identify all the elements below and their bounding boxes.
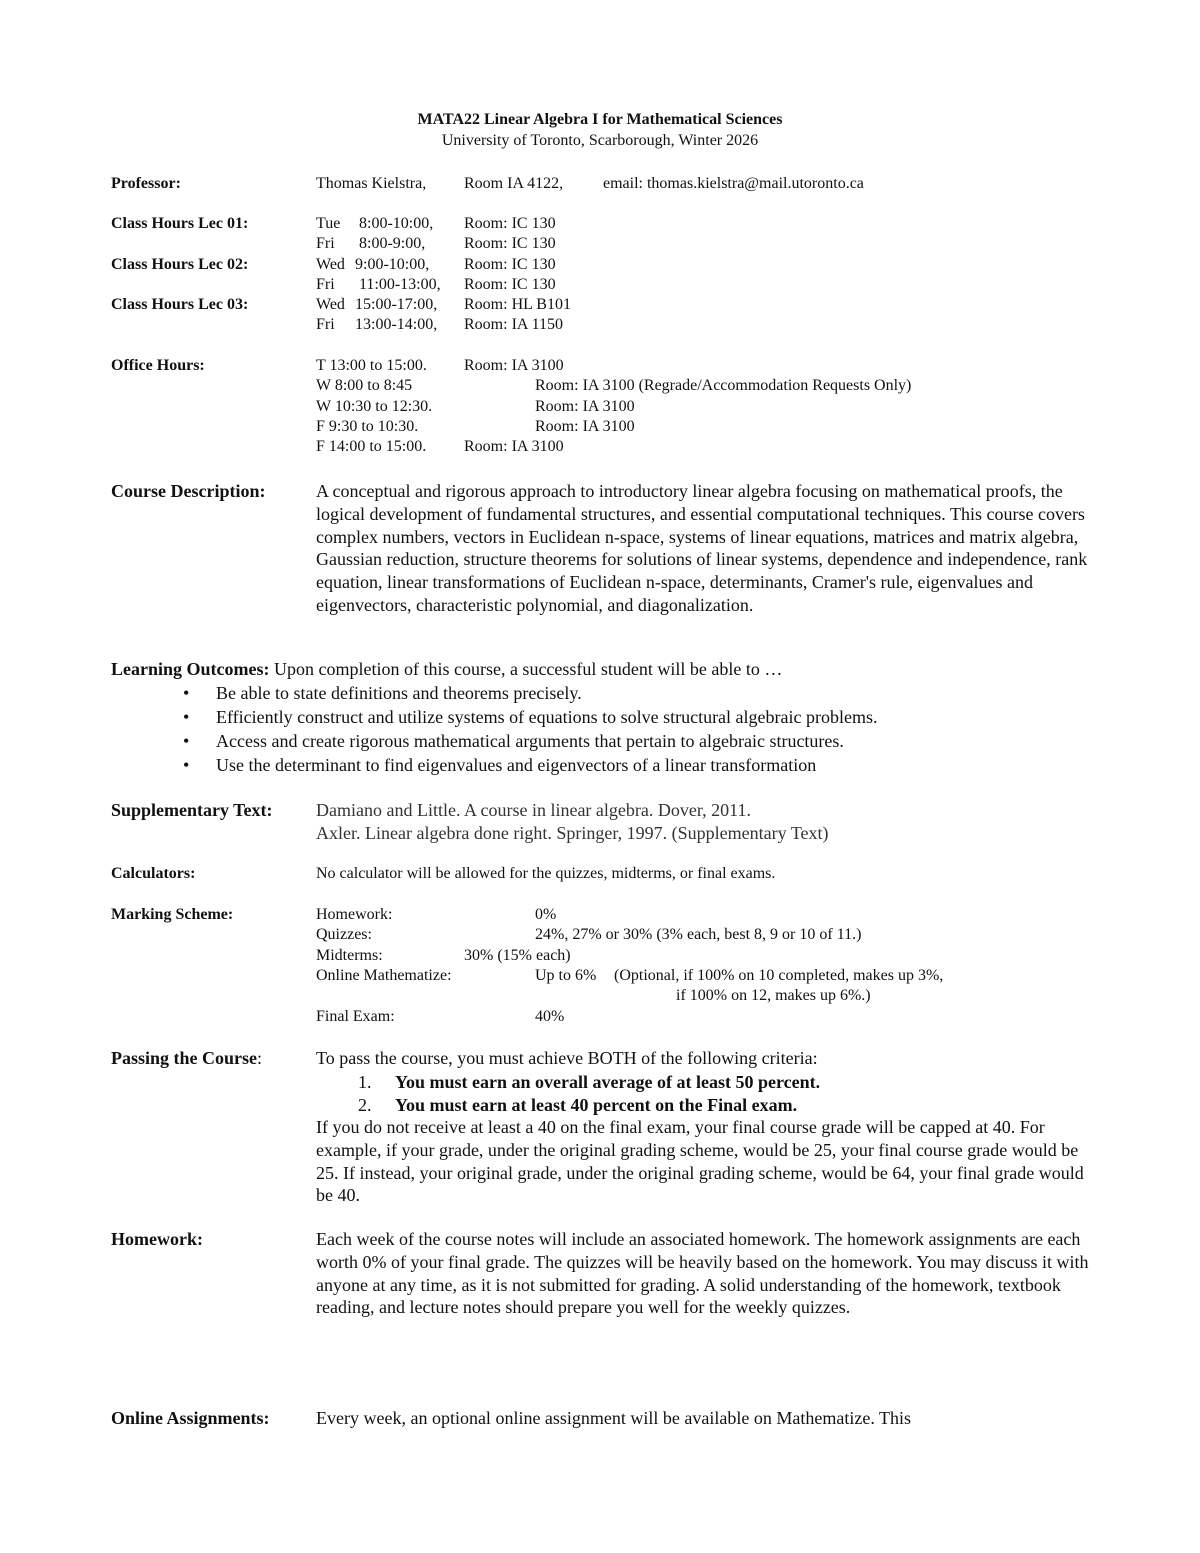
lec03-day-1: Wed [316, 296, 345, 313]
lec02-time-2: 11:00-13:00, [359, 276, 441, 293]
marking-homework-name: Homework: [316, 906, 393, 923]
office-hours-time-4: F 9:30 to 10:30. [316, 418, 419, 435]
passing-label: Passing the Course [111, 1048, 258, 1068]
lec03-time-2: 13:00-14:00, [355, 316, 438, 333]
marking-online-value: Up to 6% [535, 967, 597, 984]
class-hours-lec03-label: Class Hours Lec 03: [111, 296, 249, 313]
professor-room: Room IA 4122, [464, 175, 564, 192]
learning-outcome-item: Access and create rigorous mathematical arguments that pertain to algebraic structures. [216, 731, 844, 751]
office-hours-time-2: W 8:00 to 8:45 [316, 377, 413, 394]
calculators-label: Calculators: [111, 865, 196, 882]
professor-name: Thomas Kielstra, [316, 175, 427, 192]
lec01-day-2: Fri [316, 235, 335, 252]
learning-outcomes-label: Learning Outcomes: [111, 659, 270, 679]
learning-outcomes-line [111, 659, 782, 680]
marking-scheme-label: Marking Scheme: [111, 906, 234, 923]
bullet-dot: • [183, 683, 190, 703]
professor-email: email: thomas.kielstra@mail.utoronto.ca [603, 175, 864, 192]
lec03-time-1: 15:00-17:00, [355, 296, 438, 313]
office-hours-room-3: Room: IA 3100 [535, 398, 635, 415]
learning-outcome-item: Efficiently construct and utilize systems of equations to solve structural algebraic problems. [216, 707, 878, 727]
supplementary-text-line-1: Damiano and Little. A course in linear algebra. Dover, 2011. [316, 800, 751, 820]
marking-final-value: 40% [535, 1008, 565, 1025]
marking-online-note-2: if 100% on 12, makes up 6%.) [676, 987, 871, 1004]
office-hours-room-1: Room: IA 3100 [464, 357, 564, 374]
passing-criterion-text: You must earn an overall average of at least 50 percent. [395, 1072, 821, 1092]
class-hours-lec01-label: Class Hours Lec 01: [111, 215, 249, 232]
lec02-day-2: Fri [316, 276, 335, 293]
office-hours-room-2: Room: IA 3100 (Regrade/Accommodation Requests Only) [535, 377, 912, 394]
class-hours-lec02-label: Class Hours Lec 02: [111, 256, 249, 273]
learning-outcome-item: Be able to state definitions and theorems precisely. [216, 683, 582, 703]
passing-label-line [111, 1048, 262, 1069]
passing-colon: : [257, 1048, 263, 1068]
office-hours-time-1: T 13:00 to 15:00. [316, 357, 427, 374]
lec02-time-1: 9:00-10:00, [355, 256, 430, 273]
passing-intro: To pass the course, you must achieve BOTH of the following criteria: [316, 1048, 818, 1068]
bullet-dot: • [183, 731, 190, 751]
marking-midterms-name: Midterms: [316, 947, 383, 964]
professor-label: Professor: [111, 175, 181, 192]
marking-online-name: Online Mathematize: [316, 967, 452, 984]
lec01-time-2: 8:00-9:00, [359, 235, 426, 252]
office-hours-time-5: F 14:00 to 15:00. [316, 438, 427, 455]
learning-outcome-item: Use the determinant to find eigenvalues and eigenvectors of a linear transformation [216, 755, 817, 775]
bullet-dot: • [183, 707, 190, 727]
office-hours-label: Office Hours: [111, 357, 205, 374]
passing-criterion-number: 2. [358, 1095, 372, 1115]
document-title: MATA22 Linear Algebra I for Mathematical Sciences [417, 111, 783, 128]
supplementary-text-line-2: Axler. Linear algebra done right. Springer, 1997. (Supplementary Text) [316, 823, 829, 843]
marking-final-name: Final Exam: [316, 1008, 395, 1025]
online-assignments-text: Every week, an optional online assignment will be available on Mathematize. This [316, 1408, 912, 1428]
marking-homework-value: 0% [535, 906, 557, 923]
online-assignments-label: Online Assignments: [111, 1408, 270, 1428]
lec02-room-2: Room: IC 130 [464, 276, 556, 293]
lec03-day-2: Fri [316, 316, 335, 333]
calculators-text: No calculator will be allowed for the quizzes, midterms, or final exams. [316, 865, 776, 882]
passing-text: If you do not receive at least a 40 on the final exam, your final course grade will be capped at 40. For example, if your grade, under the original grading scheme, would be 25, your final course grade would be 25. If instead, your original grade, under the original grading scheme, would be 64, your final grade would be 40. [316, 1117, 1084, 1206]
marking-midterms-value: 30% (15% each) [464, 947, 571, 964]
office-hours-room-5: Room: IA 3100 [464, 438, 564, 455]
office-hours-room-4: Room: IA 3100 [535, 418, 635, 435]
course-description-label: Course Description: [111, 481, 266, 501]
homework-label: Homework: [111, 1229, 203, 1249]
marking-online-note-1: (Optional, if 100% on 10 completed, makes up 3%, [614, 967, 944, 984]
office-hours-time-3: W 10:30 to 12:30. [316, 398, 433, 415]
lec02-day-1: Wed [316, 256, 345, 273]
lec02-room-1: Room: IC 130 [464, 256, 556, 273]
lec01-time-1: 8:00-10:00, [359, 215, 434, 232]
course-description-text: A conceptual and rigorous approach to introductory linear algebra focusing on mathematical proofs, the logical development of fundamental structures, and essential computational techniques. This course covers complex numbers, vectors in Euclidean n-space, systems of linear equations, matrices and matrix algebra, Gaussian reduction, structure theorems for solutions of linear systems, dependence and independence, rank equation, linear transformations of Euclidean n-space, determinants, Cramer's rule, eigenvalues and eigenvectors, characteristic polynomial, and diagonalization. [316, 481, 1088, 615]
document-subtitle: University of Toronto, Scarborough, Winter 2026 [441, 132, 759, 149]
lec03-room-1: Room: HL B101 [464, 296, 571, 313]
learning-outcomes-intro: Upon completion of this course, a successful student will be able to … [269, 659, 783, 679]
passing-criterion-number: 1. [358, 1072, 372, 1092]
passing-criterion-text: You must earn at least 40 percent on the Final exam. [395, 1095, 798, 1115]
lec01-room-2: Room: IC 130 [464, 235, 556, 252]
marking-quizzes-name: Quizzes: [316, 926, 372, 943]
marking-quizzes-value: 24%, 27% or 30% (3% each, best 8, 9 or 10 of 11.) [535, 926, 862, 943]
bullet-dot: • [183, 755, 190, 775]
lec03-room-2: Room: IA 1150 [464, 316, 563, 333]
lec01-day-1: Tue [316, 215, 341, 232]
homework-text: Each week of the course notes will include an associated homework. The homework assignments are each worth 0% of your final grade. The quizzes will be heavily based on the homework. You may discuss it with anyone at any time, as it is not submitted for grading. A solid understanding of the homework, textbook reading, and lecture notes should prepare you well for the weekly quizzes. [316, 1229, 1089, 1318]
supplementary-text-label: Supplementary Text: [111, 800, 273, 820]
lec01-room-1: Room: IC 130 [464, 215, 556, 232]
